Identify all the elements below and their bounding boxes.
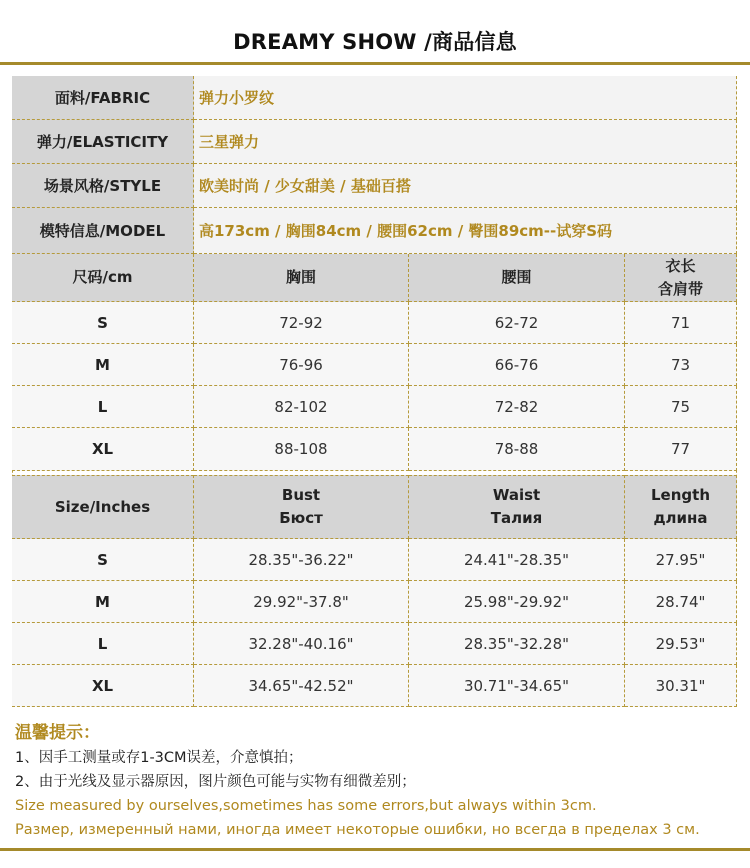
info-value-style: 欧美时尚 / 少女甜美 / 基础百搭 (194, 164, 737, 208)
cm-row-waist: 62-72 (409, 302, 625, 344)
page-title: DREAMY SHOW /商品信息 (233, 30, 517, 54)
cm-row-size: L (12, 386, 194, 428)
inch-header-length-en: Length (651, 486, 710, 504)
inch-header-waist (409, 475, 625, 539)
cm-row-bust: 88-108 (194, 428, 409, 471)
info-label-elasticity: 弹力/ELASTICITY (12, 120, 194, 164)
cm-row-length: 73 (625, 344, 737, 386)
inch-row-bust: 34.65"-42.52" (194, 665, 409, 707)
cm-row-length: 77 (625, 428, 737, 471)
inch-row-size: L (12, 623, 194, 665)
inch-row-length: 28.74" (625, 581, 737, 623)
inch-row-size: M (12, 581, 194, 623)
info-label-fabric: 面料/FABRIC (12, 76, 194, 120)
cm-row-waist: 66-76 (409, 344, 625, 386)
inch-header-bust-en: Bust (281, 486, 321, 504)
cm-row-waist: 78-88 (409, 428, 625, 471)
cm-header-length-line1: 衣长 (665, 256, 696, 275)
bottom-divider (0, 848, 750, 851)
inch-row-waist: 30.71"-34.65" (409, 665, 625, 707)
inch-row-waist: 25.98"-29.92" (409, 581, 625, 623)
cm-row-size: S (12, 302, 194, 344)
cm-row-length: 71 (625, 302, 737, 344)
top-divider (0, 62, 750, 65)
info-label-style: 场景风格/STYLE (12, 164, 194, 208)
info-value-model: 高173cm / 胸围84cm / 腰围62cm / 臀围89cm--试穿S码 (194, 208, 737, 254)
note-line: 1、因手工测量或存1-3CM误差，介意慎拍； (15, 750, 303, 766)
cm-row-size: XL (12, 428, 194, 471)
inch-header-length-ru: длина (653, 509, 708, 527)
inch-row-length: 30.31" (625, 665, 737, 707)
info-value-fabric: 弹力小罗纹 (194, 76, 737, 120)
inch-header-length (625, 475, 737, 539)
cm-row-length: 75 (625, 386, 737, 428)
cm-header-length (625, 254, 737, 302)
inch-header-size: Size/Inches (12, 475, 194, 539)
cm-row-waist: 72-82 (409, 386, 625, 428)
inch-row-waist: 28.35"-32.28" (409, 623, 625, 665)
inch-header-waist-en: Waist (492, 486, 541, 504)
info-label-model: 模特信息/MODEL (12, 208, 194, 254)
cm-header-bust: 胸围 (194, 254, 409, 302)
cm-row-size: M (12, 344, 194, 386)
inch-header-bust (194, 475, 409, 539)
notes-section (15, 720, 740, 842)
cm-header-waist: 腰围 (409, 254, 625, 302)
cm-row-bust: 76-96 (194, 344, 409, 386)
cm-header-length-line2: 含肩带 (657, 279, 703, 298)
notes-title: 温馨提示： (15, 723, 100, 743)
note-line: 2、由于光线及显示器原因，图片颜色可能与实物有细微差别； (15, 774, 416, 790)
inch-header-waist-ru: Талия (490, 509, 543, 527)
inch-row-size: S (12, 539, 194, 581)
inch-row-bust: 29.92"-37.8" (194, 581, 409, 623)
inch-row-length: 29.53" (625, 623, 737, 665)
inch-row-bust: 28.35"-36.22" (194, 539, 409, 581)
inch-row-waist: 24.41"-28.35" (409, 539, 625, 581)
cm-row-bust: 82-102 (194, 386, 409, 428)
inch-header-bust-ru: Бюст (279, 509, 323, 527)
inch-row-size: XL (12, 665, 194, 707)
note-line-russian: Размер, измеренный нами, иногда имеет некоторые ошибки, но всегда в пределах 3 см. (15, 822, 700, 838)
inch-row-bust: 32.28"-40.16" (194, 623, 409, 665)
cm-row-bust: 72-92 (194, 302, 409, 344)
cm-header-size: 尺码/cm (12, 254, 194, 302)
note-line-english: Size measured by ourselves,sometimes has some errors,but always within 3cm. (15, 798, 597, 814)
inch-row-length: 27.95" (625, 539, 737, 581)
info-value-elasticity: 三星弹力 (194, 120, 737, 164)
